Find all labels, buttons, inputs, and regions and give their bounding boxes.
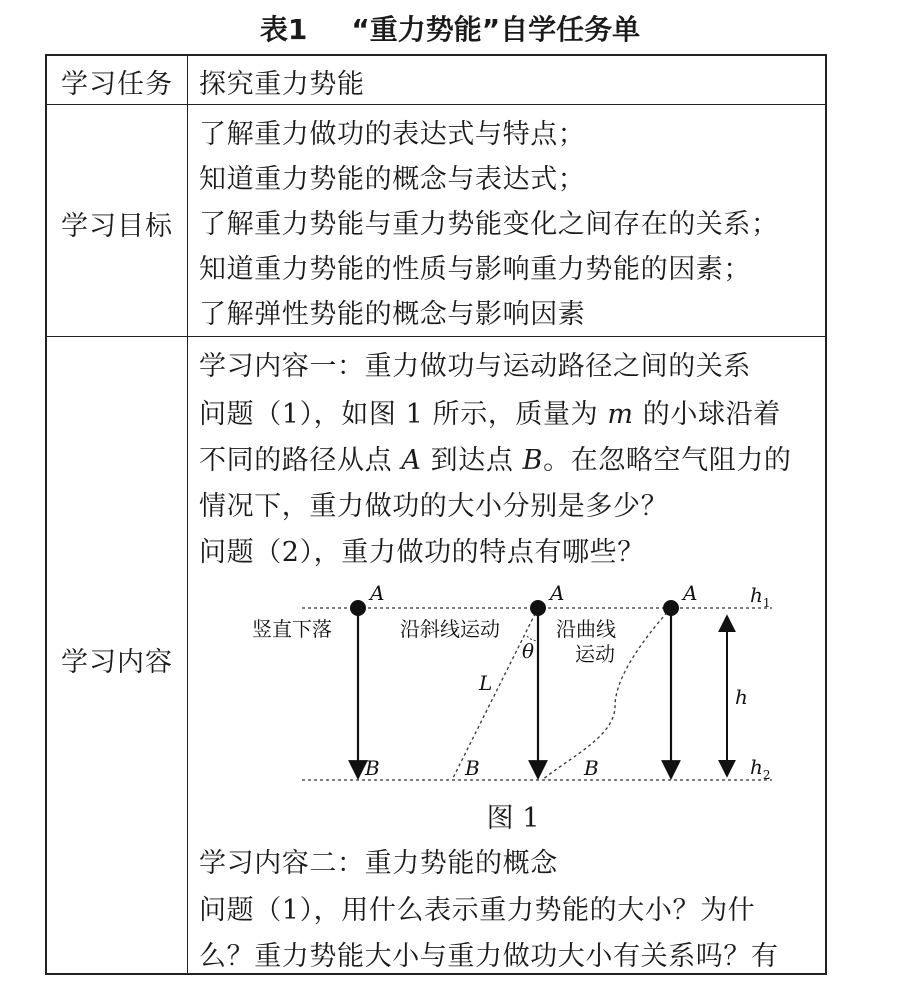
label-B-2: B — [465, 756, 480, 780]
table-title-text: “重力势能”自学任务单 — [351, 13, 641, 46]
question-1-line-1: 问题（1），如图 1 所示，质量为 m 的小球沿着 — [199, 399, 781, 430]
figure-caption: 图 1 — [486, 803, 540, 834]
goal-line-2: 知道重力势能的概念与表达式； — [199, 164, 586, 195]
task-table — [45, 54, 827, 975]
figure-1 — [47, 56, 829, 977]
task-value: 探究重力势能 — [199, 69, 365, 100]
caption-curve-2: 运动 — [575, 642, 615, 666]
goal-line-3: 了解重力势能与重力势能变化之间存在的关系； — [199, 209, 779, 240]
ball-2 — [530, 600, 546, 616]
goal-line-4: 知道重力势能的性质与影响重力势能的因素； — [199, 254, 751, 285]
goal-line-5: 了解弹性势能的概念与影响因素 — [199, 299, 586, 330]
label-A-1: A — [370, 581, 385, 605]
label-L: L — [479, 671, 493, 695]
label-A-3: A — [683, 581, 698, 605]
label-h2: $h_2$ — [750, 755, 771, 782]
label-goals: 学习目标 — [61, 211, 173, 242]
question-3-line-1: 问题（1），用什么表示重力势能的大小？为什 — [199, 895, 756, 926]
question-2: 问题（2），重力做功的特点有哪些？ — [199, 537, 645, 568]
table-title — [0, 8, 900, 48]
label-h: h — [735, 685, 748, 709]
section-1-title: 学习内容一：重力做功与运动路径之间的关系 — [199, 351, 751, 382]
caption-curve-1: 沿曲线 — [556, 617, 616, 641]
question-3-line-2: 么？重力势能大小与重力做功大小有关系吗？有 — [199, 941, 779, 972]
label-B-3: B — [584, 756, 599, 780]
ball-1 — [350, 600, 366, 616]
label-h1: $h_1$ — [750, 583, 771, 610]
label-theta: θ — [522, 639, 535, 663]
section-2-title: 学习内容二：重力势能的概念 — [199, 848, 558, 879]
goal-line-1: 了解重力做功的表达式与特点； — [199, 119, 586, 150]
question-1-line-2: 不同的路径从点 A 到达点 B。在忽略空气阻力的 — [199, 445, 792, 476]
question-1-line-3: 情况下，重力做功的大小分别是多少？ — [199, 491, 669, 522]
label-content: 学习内容 — [61, 647, 173, 678]
caption-vertical-drop: 竖直下落 — [252, 617, 332, 641]
label-B-1: B — [365, 756, 380, 780]
caption-slope: 沿斜线运动 — [400, 617, 500, 641]
label-A-2: A — [550, 581, 565, 605]
table-number: 表1 — [259, 13, 308, 46]
ball-3 — [663, 600, 679, 616]
label-task: 学习任务 — [61, 69, 173, 100]
